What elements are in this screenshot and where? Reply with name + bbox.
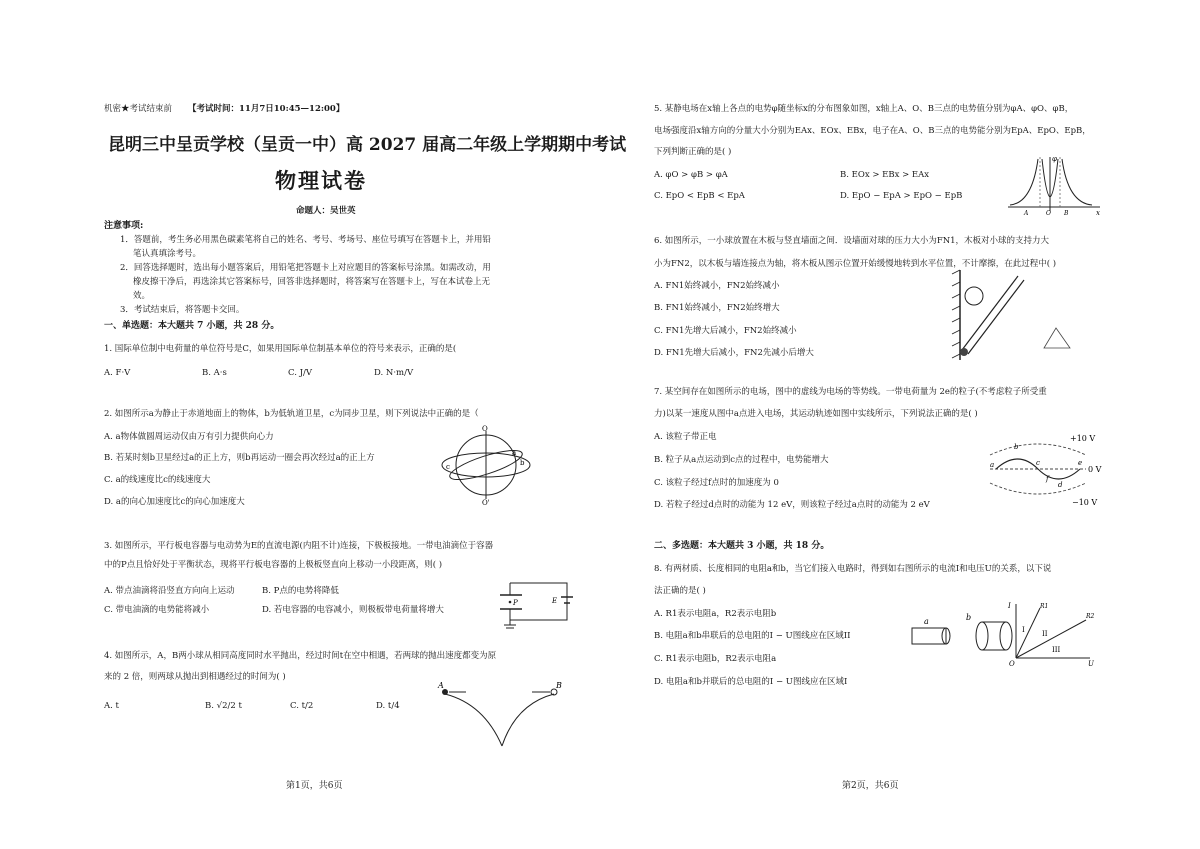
q3-option-b: B. P点的电势将降低 <box>262 586 339 596</box>
q6-option-d: D. FN1先增大后减小，FN2先减小后增大 <box>654 348 814 358</box>
wall-board-diagram <box>948 268 1078 363</box>
iu-origin-label: O <box>1009 660 1015 668</box>
notice-line: 效。 <box>133 291 151 301</box>
resistor-shapes-diagram <box>908 608 1012 664</box>
projectile-diagram <box>436 682 566 752</box>
exam-time: 【考试时间：11月7日10:45—12:00】 <box>188 104 345 114</box>
section-single-choice: 一、单选题：本大题共 7 小题，共 28 分。 <box>104 321 280 331</box>
iu-region-3: III <box>1052 646 1061 654</box>
orbit-label-o-prime: O' <box>482 499 490 507</box>
notice-line: 3．考试结束后，将答题卡交回。 <box>120 305 245 315</box>
capacitor-circuit-diagram <box>492 575 577 630</box>
equipotential-diagram <box>988 425 1108 515</box>
iu-region-2: II <box>1042 630 1048 638</box>
equipotential-label-f: f <box>1046 475 1049 483</box>
resistor-label-b: b <box>966 613 972 622</box>
q2-option-c: C. a的线速度比c的线速度大 <box>104 475 211 485</box>
iu-graph <box>1006 600 1096 668</box>
question-5-stem-line2: 电场强度沿x轴方向的分量大小分别为EAx、EOx、EBx，电子在A、O、B三点的电势能分别为EpA、EpO、EpB， <box>654 126 1091 136</box>
q5-option-d: D. EpO − EpA > EpO − EpB <box>840 191 963 201</box>
q6-option-b: B. FN1始终减小，FN2始终增大 <box>654 303 780 313</box>
q1-option-a: A. F·V <box>104 368 131 378</box>
q6-option-c: C. FN1先增大后减小，FN2始终减小 <box>654 326 797 336</box>
question-7-stem-line2: 力)以某一速度从图中a点进入电场，其运动轨迹如图中实线所示，下列说法正确的是( ) <box>654 409 978 419</box>
q4-option-d: D. t/4 <box>376 701 400 711</box>
q6-option-a: A. FN1始终减小，FN2始终减小 <box>654 281 780 291</box>
exam-title: 昆明三中呈贡学校（呈贡一中）高 2027 届高二年级上学期期中考试 <box>108 135 627 155</box>
equipotential-label-e: e <box>1078 459 1083 467</box>
q7-option-c: C. 该粒子经过f点时的加速度为 0 <box>654 478 779 488</box>
q8-option-a: A. R1表示电阻a，R2表示电阻b <box>654 609 777 619</box>
q8-option-b: B. 电阻a和b串联后的总电阻的I − U图线应在区域II <box>654 631 851 641</box>
equipotential-label-c: c <box>1036 459 1040 467</box>
exam-page-2 <box>600 0 1200 849</box>
equipotential-label-d: d <box>1058 481 1063 489</box>
q8-option-d: D. 电阻a和b并联后的总电阻的I − U图线应在区域I <box>654 677 848 687</box>
capacitor-label-e: E <box>552 597 558 605</box>
question-6-stem-line1: 6. 如图所示，一小球放置在木板与竖直墙面之间．设墙面对球的压力大小为FN1，木板对小球的支持力大 <box>654 236 1050 246</box>
equipotential-label-minus10: −10 V <box>1072 498 1098 507</box>
notice-title: 注意事项: <box>104 221 144 231</box>
question-1-stem: 1. 国际单位制中电荷量的单位符号是C，如果用国际单位制基本单位的符号来表示，正确的是( <box>104 344 457 354</box>
iu-region-1: I <box>1022 626 1025 634</box>
q7-option-b: B. 粒子从a点运动到c点的过程中，电势能增大 <box>654 455 829 465</box>
page-2-footer: 第2页，共6页 <box>842 781 899 791</box>
notice-line: 笔认真填涂考号。 <box>133 249 202 259</box>
equipotential-label-b: b <box>1014 443 1019 451</box>
q3-option-a: A. 带点油滴将沿竖直方向向上运动 <box>104 586 235 596</box>
q4-option-c: C. t/2 <box>290 701 314 711</box>
question-7-stem-line1: 7. 某空间存在如图所示的电场，图中的虚线为电场的等势线。一带电荷量为 2e的粒子(不考虑粒子所受重 <box>654 387 1047 397</box>
q5-option-b: B. EOx > EBx > EAx <box>840 170 930 180</box>
q2-option-d: D. a的向心加速度比c的向心加速度大 <box>104 497 245 507</box>
exam-subtitle: 物理试卷 <box>275 168 367 193</box>
potential-label-a: A <box>1024 210 1029 217</box>
projectile-label-a: A <box>438 681 444 690</box>
orbit-label-a: a <box>512 449 517 457</box>
notice-line: 1．答题前，考生务必用黑色碳素笔将自己的姓名、考号、考场号、座位号填写在答题卡上，并用铅 <box>120 235 491 245</box>
confidential-note: 机密★考试结束前 <box>104 104 173 114</box>
q4-option-b: B. √2/2 t <box>205 701 242 711</box>
orbit-label-c: c <box>446 463 450 471</box>
q7-option-d: D. 若粒子经过d点时的动能为 12 eV，则该粒子经过a点时的动能为 2 eV <box>654 500 930 510</box>
question-4-stem-line1: 4. 如图所示，A，B两小球从相同高度同时水平抛出，经过时间t在空中相遇，若两球的抛出速度都变为原 <box>104 651 497 661</box>
question-2-stem: 2. 如图所示a为静止于赤道地面上的物体，b为低轨道卫星，c为同步卫星，则下列说法中正确的是（ <box>104 409 479 419</box>
q5-option-a: A. φO > φB > φA <box>654 170 728 180</box>
question-8-stem-line1: 8. 有两材质、长度相同的电阻a和b，当它们接入电路时，得到如右图所示的电流I和电压U的关系，以下说 <box>654 564 1052 574</box>
q2-option-a: A. a物体做圆周运动仅由万有引力提供向心力 <box>104 432 274 442</box>
question-8-stem-line2: 法正确的是( ) <box>654 586 706 596</box>
section-multi-choice: 二、多选题：本大题共 3 小题，共 18 分。 <box>654 541 830 551</box>
capacitor-label-p: P <box>513 599 518 607</box>
orbit-diagram <box>440 425 530 505</box>
q2-option-b: B. 若某时刻b卫星经过a的正上方，则b再运动一圈会再次经过a的正上方 <box>104 453 375 463</box>
exam-author: 命题人：吴世英 <box>296 206 356 216</box>
q1-option-b: B. A·s <box>202 368 227 378</box>
question-6-stem-line2: 小为FN2，以木板与墙连接点为轴，将木板从图示位置开始缓慢地转到水平位置，不计摩擦，在此过程中( ) <box>654 259 1057 269</box>
question-4-stem-line2: 来的 2 倍，则两球从抛出到相遇经过的时间为( ) <box>104 672 286 682</box>
page-1-footer: 第1页，共6页 <box>286 781 343 791</box>
q1-option-d: D. N·m/V <box>374 368 414 378</box>
q5-option-c: C. EpO < EpB < EpA <box>654 191 745 201</box>
potential-label-b: B <box>1064 210 1069 217</box>
potential-label-x: x <box>1096 209 1100 217</box>
q3-option-d: D. 若电容器的电容减小，则极板带电荷量将增大 <box>262 605 444 615</box>
q1-option-c: C. J/V <box>288 368 313 378</box>
projectile-label-b: B <box>556 681 562 690</box>
question-3-stem-line2: 中的P点且恰好处于平衡状态，现将平行板电容器的上极板竖直向上移动一小段距离，则( ) <box>104 560 443 570</box>
resistor-label-a: a <box>924 617 929 626</box>
equipotential-label-plus10: +10 V <box>1070 434 1096 443</box>
potential-label-phi: φ <box>1052 155 1057 163</box>
notice-line: 2．回答选择题时，选出每小题答案后，用铅笔把答题卡上对应题目的答案标号涂黑。如需改动，用 <box>120 263 491 273</box>
iu-axis-label-i: I <box>1008 602 1011 610</box>
q8-option-c: C. R1表示电阻b，R2表示电阻a <box>654 654 777 664</box>
iu-label-r2: R2 <box>1086 613 1095 620</box>
q7-option-a: A. 该粒子带正电 <box>654 432 717 442</box>
orbit-label-o: O <box>482 425 488 433</box>
orbit-label-b: b <box>520 459 525 467</box>
notice-line: 橡皮擦干净后，再选涂其它答案标号，回答非选择题时，将答案写在答题卡上，写在本试卷上无 <box>133 277 491 287</box>
question-5-stem-line3: 下列判断正确的是( ) <box>654 147 732 157</box>
equipotential-label-0: 0 V <box>1088 465 1102 474</box>
potential-graph <box>1006 155 1102 217</box>
question-3-stem-line1: 3. 如图所示，平行板电容器与电动势为E的直流电源(内阻不计)连接，下极板接地。一带电油滴位于容器 <box>104 541 494 551</box>
q3-option-c: C. 带电油滴的电势能将减小 <box>104 605 210 615</box>
potential-label-o: O <box>1046 210 1051 217</box>
equipotential-label-a: a <box>990 461 995 469</box>
q4-option-a: A. t <box>104 701 119 711</box>
question-5-stem-line1: 5. 某静电场在x轴上各点的电势φ随坐标x的分布图象如图，x轴上A、O、B三点的电势值分别为φA、φO、φB， <box>654 104 1074 114</box>
iu-label-r1: R1 <box>1040 603 1049 610</box>
iu-axis-label-u: U <box>1088 660 1094 668</box>
